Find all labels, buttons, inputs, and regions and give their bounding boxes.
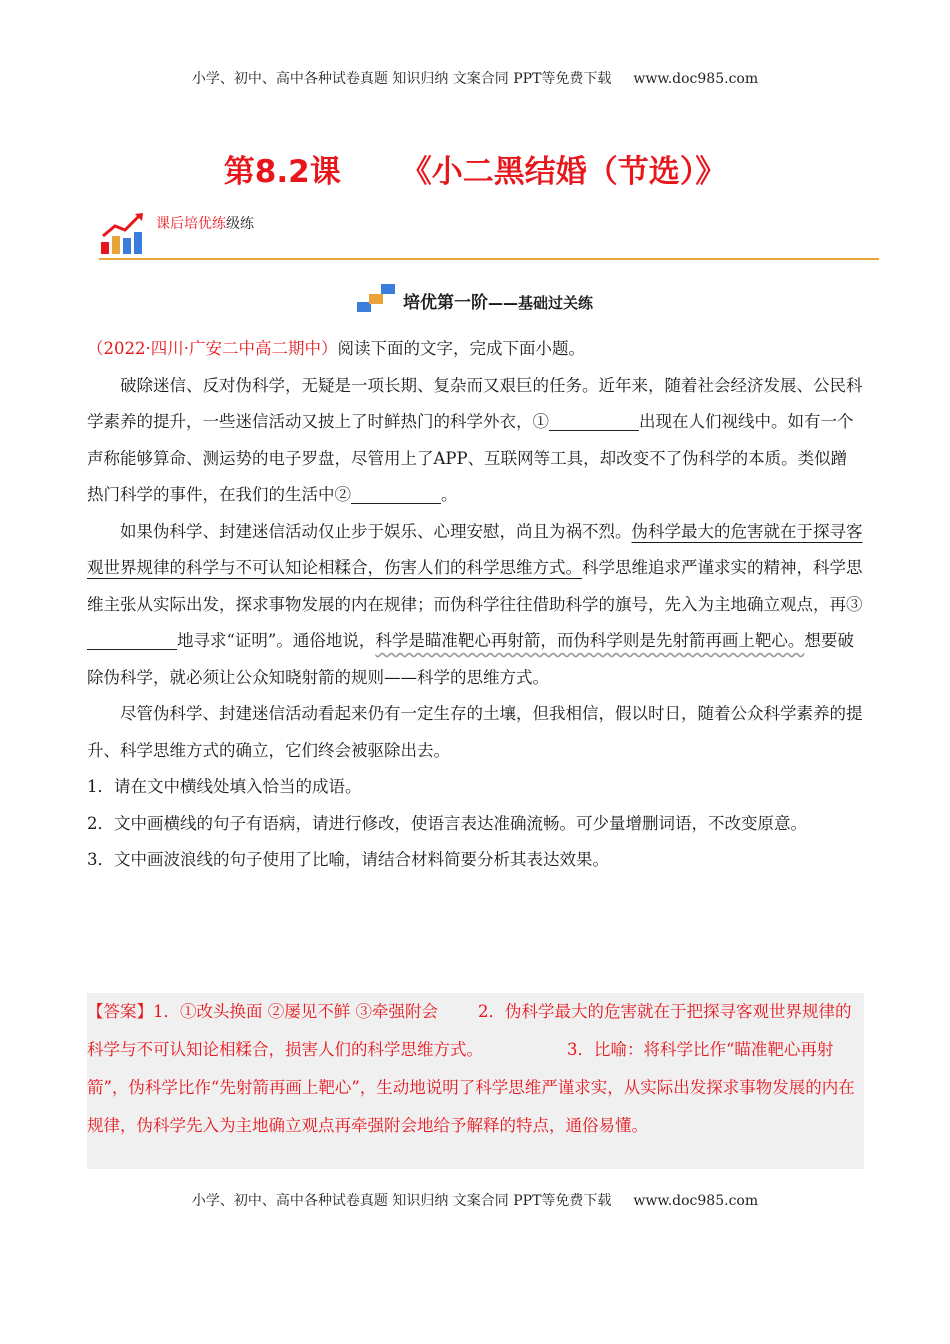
section-subtitle: ——基础过关练 [487,294,593,312]
underlined-sentence: 伪科学最大的危害就在于探寻客观世界规律的科学与不可认知论相糅合，伤害人们的科学思维方式。 [87,521,863,577]
footer-text: 小学、初中、高中各种试卷真题 知识归纳 文案合同 PPT等免费下载 [191,1193,612,1209]
section-title: 培优第一阶 [402,293,488,313]
header-url[interactable]: www.doc985.com [633,71,759,87]
question-2: 2．文中画横线的句子有语病，请进行修改，使语言表达准确流畅。可少量增删词语，不改变原意。 [87,813,807,833]
p2-text-a: 如果伪科学、封建迷信活动仅止步于娱乐、心理安慰，尚且为祸不烈。 [120,521,632,541]
blank-3[interactable] [87,631,177,650]
passage-paragraph-3: 尽管伪科学、封建迷信活动看起来仍有一定生存的土壤，但我相信，假以时日，随着公众科学素养的提升、科学思维方式的确立，它们终会被驱除出去。 [87,704,863,760]
section-heading [0,282,950,313]
p2-text-b: 科学思维追求严谨求实的精神，科学思维主张从实际出发，探求事物发展的内在规律；而伪科学往往借助科学的旗号，先入为主地确立观点，再③ [87,558,863,614]
badge-label-black: 级练 [226,216,254,232]
blank-1[interactable] [549,412,639,431]
question-intro [87,331,863,368]
question-instruction: 阅读下面的文字，完成下面小题。 [337,339,585,358]
badge-label-red: 课后培优练 [156,216,226,232]
p1-text-c: 。 [441,485,458,504]
header-text: 小学、初中、高中各种试卷真题 知识归纳 文案合同 PPT等免费下载 [191,71,612,87]
passage-paragraph-2 [87,514,863,697]
lesson-name: 《小二黑结婚（节选）》 [400,154,727,190]
stairs-icon [357,282,397,312]
answer-1: 【答案】1．①改头换面 ②屡见不鲜 ③牵强附会 [87,1002,438,1021]
p2-text-c: 地寻求“证明”。通俗地说， [177,631,376,650]
badge-label [156,214,266,235]
blank-2[interactable] [351,485,441,504]
question-source: （2022·四川·广安二中高二期中） [87,339,338,358]
page-footer [0,1190,950,1210]
footer-url[interactable]: www.doc985.com [633,1193,759,1209]
question-3: 3．文中画波浪线的句子使用了比喻，请结合材料简要分析其表达效果。 [87,850,609,869]
growth-chart-icon [99,212,159,256]
answer-3: 3．比喻：将科学比作“瞄准靶心再射箭”，伪科学比作“先射箭再画上靶心”，生动地说明了科学思维严谨求实，从实际出发探求事物发展的内在规律，伪科学先入为主地确立观点再牵强附会地给予解释的特点，通俗易懂。 [87,1040,855,1135]
lesson-number: 第8.2课 [223,154,341,190]
page-header [0,68,950,88]
question-body [87,331,863,879]
answer-2: 2．伪科学最大的危害就在于把探寻客观世界规律的科学与不可认知论相糅合，损害人们的科学思维方式。 [87,1002,852,1059]
p2-text-d: 想要破除伪科学，就必须让公众知晓射箭的规则——科学的思维方式。 [87,631,854,687]
wavy-sentence: 科学是瞄准靶心再射箭，而伪科学则是先射箭再画上靶心。 [375,631,805,650]
section-divider [99,258,879,260]
p1-text-a: 破除迷信、反对伪科学，无疑是一项长期、复杂而又艰巨的任务。近年来，随着社会经济发展、公民科学素养的提升，一些迷信活动又披上了时鲜热门的科学外衣，① [87,375,863,431]
question-1: 1．请在文中横线处填入恰当的成语。 [87,777,362,796]
answer-box [87,993,864,1169]
passage-paragraph-1 [87,368,863,514]
page-title [0,146,950,191]
p1-text-b: 出现在人们视线中。如有一个声称能够算命、测运势的电子罗盘，尽管用上了APP、互联网等工具，却改变不了伪科学的本质。类似蹭热门科学的事件，在我们的生活中② [87,412,854,504]
